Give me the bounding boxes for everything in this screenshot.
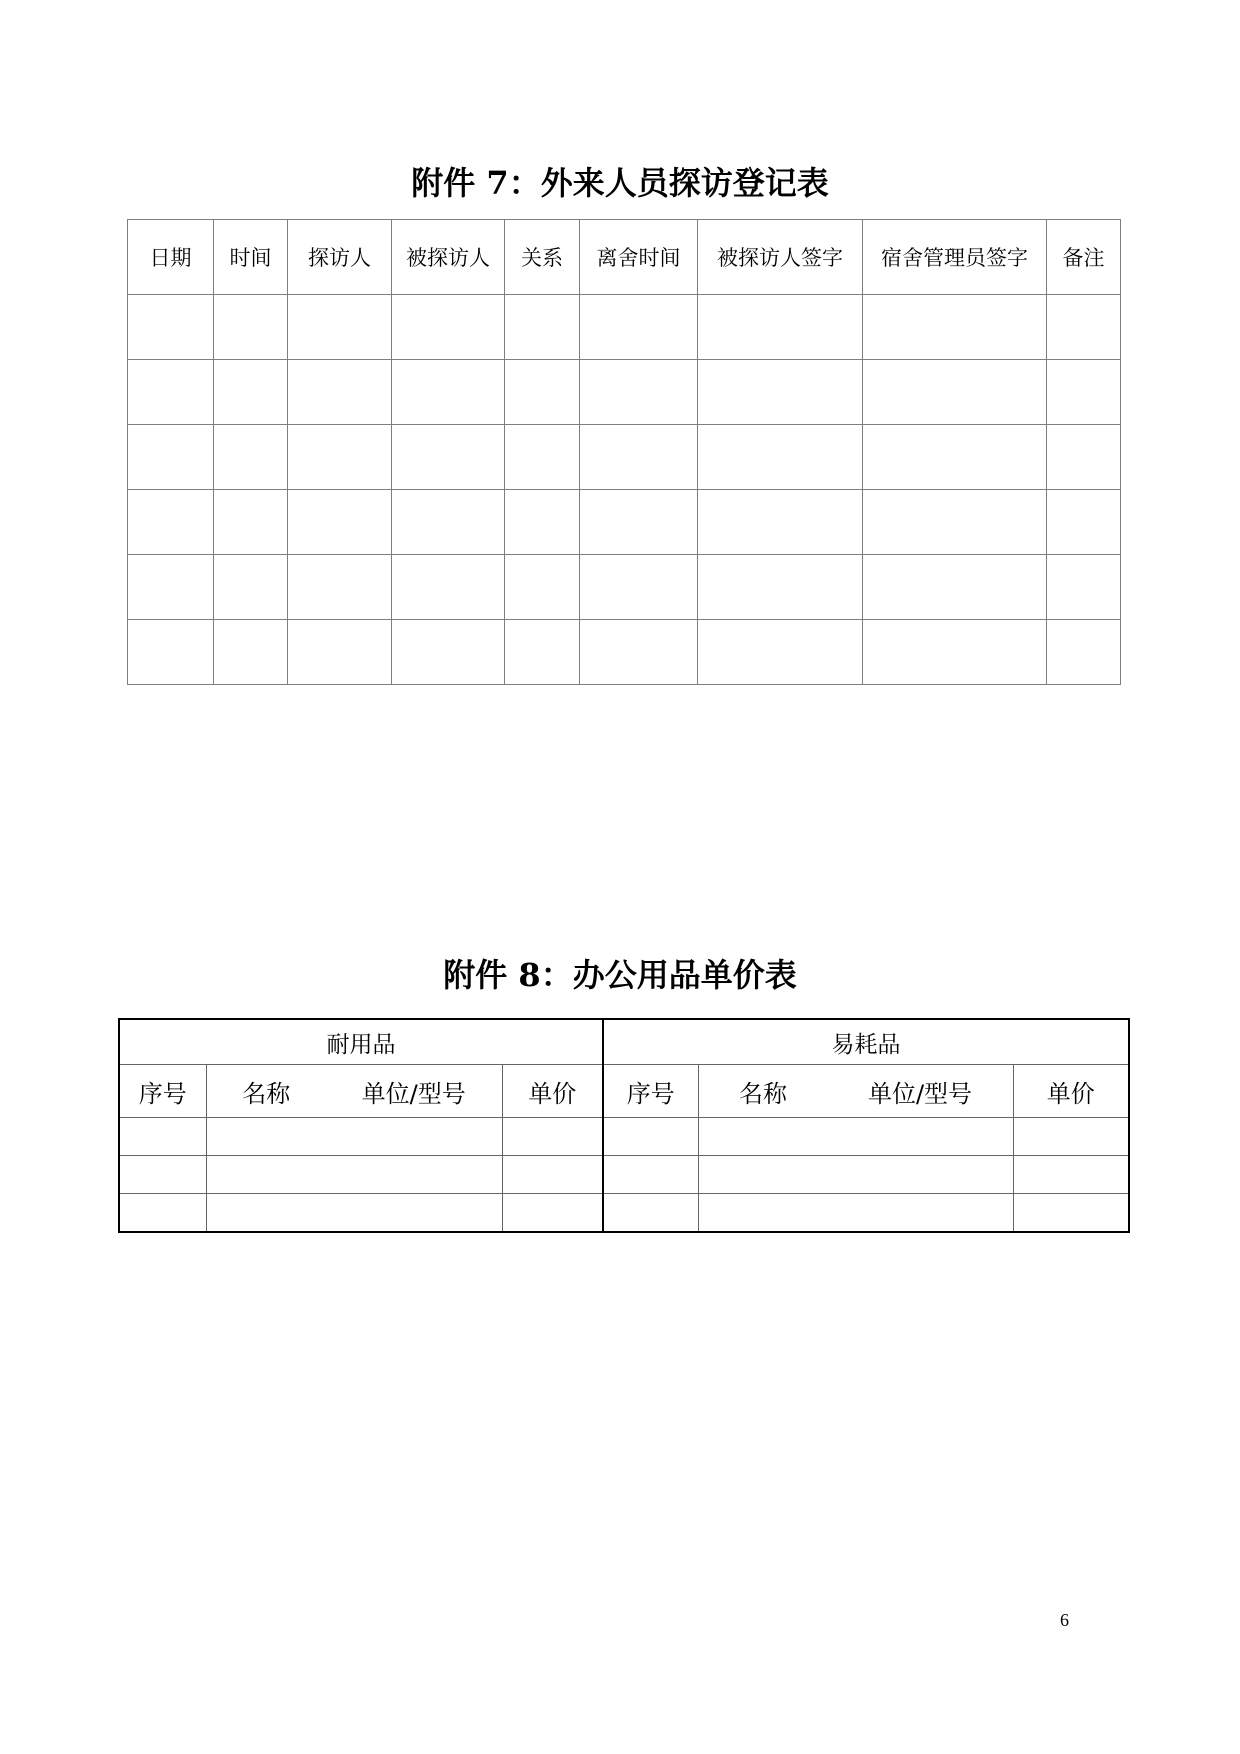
header-remarks: 备注	[1047, 220, 1121, 295]
durable-goods-header: 耐用品	[119, 1019, 603, 1065]
consumable-name-unit-header	[698, 1065, 1013, 1118]
table-cell[interactable]	[288, 295, 392, 360]
table-cell[interactable]	[206, 1194, 502, 1233]
header-relation: 关系	[505, 220, 580, 295]
table-cell[interactable]	[698, 555, 863, 620]
table-cell[interactable]	[580, 360, 698, 425]
table-cell[interactable]	[214, 620, 288, 685]
table-cell[interactable]	[505, 295, 580, 360]
table-cell[interactable]	[214, 425, 288, 490]
header-time: 时间	[214, 220, 288, 295]
table-row	[119, 1156, 1129, 1194]
table-cell[interactable]	[505, 620, 580, 685]
consumables-header: 易耗品	[603, 1019, 1129, 1065]
table-cell[interactable]	[288, 555, 392, 620]
table-cell[interactable]	[1047, 620, 1121, 685]
table-cell[interactable]	[392, 555, 505, 620]
table-cell[interactable]	[206, 1118, 502, 1156]
table-cell[interactable]	[580, 555, 698, 620]
table-cell[interactable]	[603, 1156, 698, 1194]
header-visitee-signature: 被探访人签字	[698, 220, 863, 295]
table-cell[interactable]	[1013, 1156, 1129, 1194]
table-cell[interactable]	[128, 620, 214, 685]
table-cell[interactable]	[1013, 1194, 1129, 1233]
visitor-registration-table	[127, 219, 1121, 685]
durable-unit-header: 单位/型号	[361, 1079, 466, 1108]
table-row	[128, 490, 1121, 555]
table-cell[interactable]	[128, 555, 214, 620]
durable-name-unit-header	[206, 1065, 502, 1118]
table-cell[interactable]	[698, 490, 863, 555]
table-cell[interactable]	[119, 1118, 206, 1156]
table-cell[interactable]	[603, 1118, 698, 1156]
attachment-8-title: 附件 8：办公用品单价表	[443, 956, 797, 994]
table-cell[interactable]	[214, 295, 288, 360]
table-row	[128, 295, 1121, 360]
header-dorm-manager-signature: 宿舍管理员签字	[863, 220, 1047, 295]
table-cell[interactable]	[505, 425, 580, 490]
table-cell[interactable]	[1047, 425, 1121, 490]
header-date: 日期	[128, 220, 214, 295]
table-cell[interactable]	[288, 360, 392, 425]
table-cell[interactable]	[505, 555, 580, 620]
table-cell[interactable]	[206, 1156, 502, 1194]
table-cell[interactable]	[1047, 295, 1121, 360]
table-row	[128, 425, 1121, 490]
header-leave-time: 离舍时间	[580, 220, 698, 295]
table-cell[interactable]	[863, 425, 1047, 490]
table-cell[interactable]	[1047, 490, 1121, 555]
table-cell[interactable]	[502, 1194, 603, 1233]
table-cell[interactable]	[288, 425, 392, 490]
table-cell[interactable]	[698, 1194, 1013, 1233]
durable-price-header: 单价	[502, 1065, 603, 1118]
table-cell[interactable]	[1047, 360, 1121, 425]
attachment-7-title: 附件 7：外来人员探访登记表	[411, 164, 829, 202]
table-cell[interactable]	[580, 425, 698, 490]
table-cell[interactable]	[1013, 1118, 1129, 1156]
table-cell[interactable]	[502, 1118, 603, 1156]
table-cell[interactable]	[392, 490, 505, 555]
table-cell[interactable]	[580, 295, 698, 360]
column-header-row	[119, 1065, 1129, 1118]
durable-seq-header: 序号	[119, 1065, 206, 1118]
table-cell[interactable]	[698, 1118, 1013, 1156]
durable-name-header: 名称	[242, 1079, 291, 1108]
table-cell[interactable]	[863, 555, 1047, 620]
table-header-row	[128, 220, 1121, 295]
table-cell[interactable]	[128, 295, 214, 360]
table-cell[interactable]	[698, 425, 863, 490]
table-cell[interactable]	[603, 1194, 698, 1233]
table-cell[interactable]	[863, 490, 1047, 555]
table-cell[interactable]	[502, 1156, 603, 1194]
table-cell[interactable]	[119, 1156, 206, 1194]
header-visitor: 探访人	[288, 220, 392, 295]
table-cell[interactable]	[214, 490, 288, 555]
table-row	[128, 620, 1121, 685]
page-number: 6	[1060, 1610, 1069, 1630]
table-cell[interactable]	[392, 360, 505, 425]
table-cell[interactable]	[863, 620, 1047, 685]
table-cell[interactable]	[580, 490, 698, 555]
table-cell[interactable]	[214, 360, 288, 425]
consumable-price-header: 单价	[1013, 1065, 1129, 1118]
header-visitee: 被探访人	[392, 220, 505, 295]
table-cell[interactable]	[214, 555, 288, 620]
table-cell[interactable]	[392, 620, 505, 685]
table-cell[interactable]	[698, 295, 863, 360]
table-cell[interactable]	[288, 490, 392, 555]
office-supplies-price-table	[118, 1018, 1130, 1233]
consumable-unit-header: 单位/型号	[867, 1079, 973, 1108]
table-cell[interactable]	[119, 1194, 206, 1233]
table-row	[128, 360, 1121, 425]
table-cell[interactable]	[505, 490, 580, 555]
table-cell[interactable]	[580, 620, 698, 685]
table-cell[interactable]	[863, 360, 1047, 425]
table-cell[interactable]	[863, 295, 1047, 360]
table-row	[119, 1118, 1129, 1156]
table-cell[interactable]	[698, 1156, 1013, 1194]
table-cell[interactable]	[698, 360, 863, 425]
table-row	[128, 555, 1121, 620]
table-row	[119, 1194, 1129, 1233]
table-cell[interactable]	[128, 490, 214, 555]
table-cell[interactable]	[698, 620, 863, 685]
table-cell[interactable]	[1047, 555, 1121, 620]
consumable-seq-header: 序号	[603, 1065, 698, 1118]
group-header-row	[119, 1019, 1129, 1065]
table-cell[interactable]	[505, 360, 580, 425]
table-cell[interactable]	[288, 620, 392, 685]
consumable-name-header: 名称	[739, 1079, 787, 1108]
table-cell[interactable]	[392, 295, 505, 360]
table-cell[interactable]	[128, 360, 214, 425]
table-cell[interactable]	[128, 425, 214, 490]
table-cell[interactable]	[392, 425, 505, 490]
